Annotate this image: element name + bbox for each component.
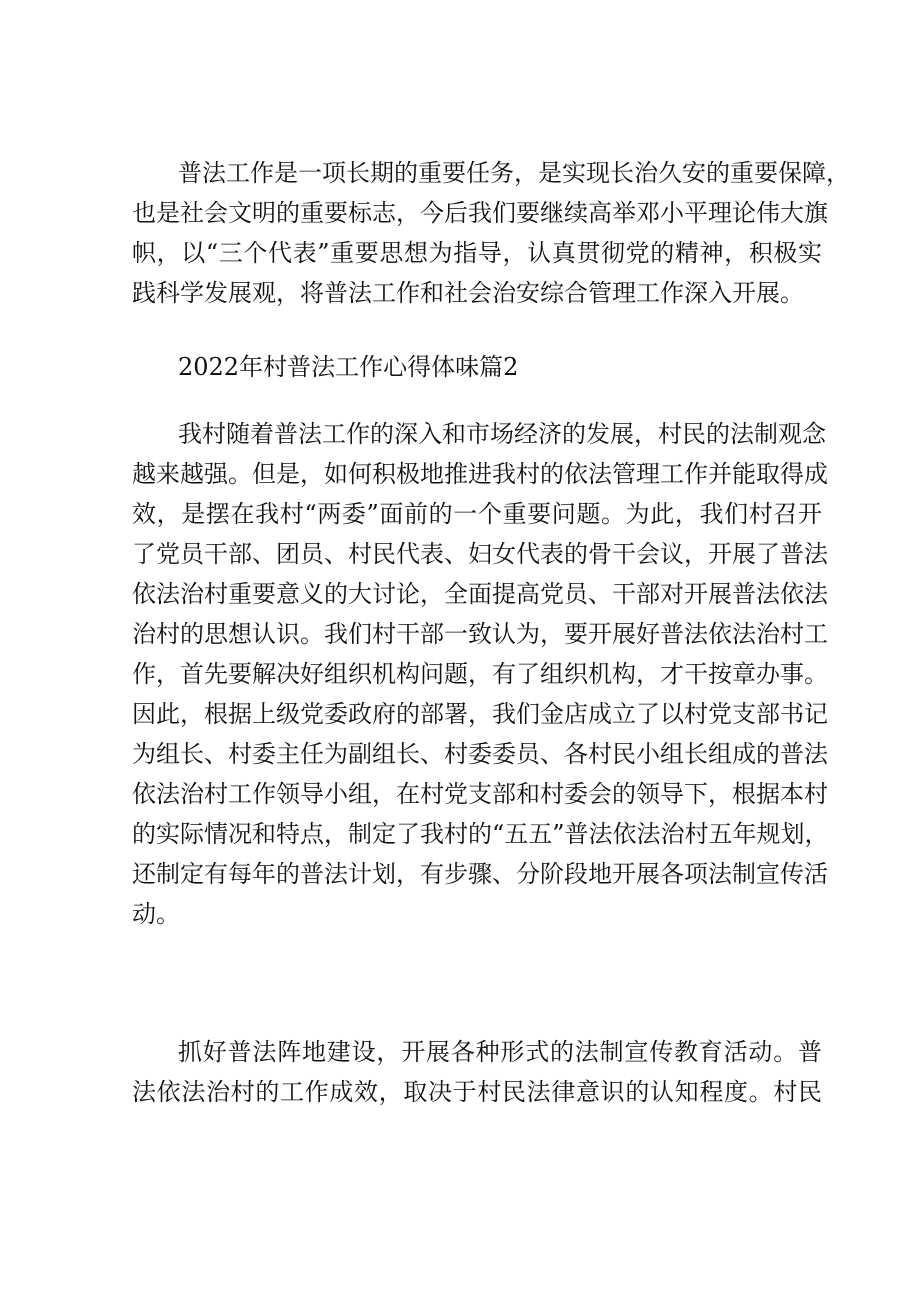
paragraph-line: 践科学发展观，将普法工作和社会治安综合管理工作深入开展。 (132, 279, 804, 307)
paragraph-line: 因此，根据上级党委政府的部署，我们金店成立了以村党支部书记 (132, 700, 828, 728)
paragraph-3 (132, 1032, 822, 1112)
paragraph-line: 帜，以“三个代表”重要思想为指导，认真贯彻党的精神，积极实 (132, 239, 822, 267)
paragraph-line: 治村的思想认识。我们村干部一致认为，要开展好普法依法治村工 (132, 620, 828, 648)
paragraph-line: 越来越强。但是，如何积极地推进我村的依法管理工作并能取得成 (132, 460, 828, 488)
paragraph-line: 普法工作是一项长期的重要任务，是实现长治久安的重要保障， (178, 159, 850, 187)
paragraph-line: 作，首先要解决好组织机构问题，有了组织机构，才干按章办事。 (132, 660, 828, 688)
paragraph-line: 我村随着普法工作的深入和市场经济的发展，村民的法制观念 (178, 420, 826, 448)
paragraph-line: 还制定有每年的普法计划，有步骤、分阶段地开展各项法制宣传活 (132, 860, 828, 888)
paragraph-line: 动。 (132, 900, 180, 928)
paragraph-line: 了党员干部、团员、村民代表、妇女代表的骨干会议，开展了普法 (132, 540, 828, 568)
paragraph-line: 依法治村重要意义的大讨论，全面提高党员、干部对开展普法依法 (132, 580, 828, 608)
paragraph-line: 的实际情况和特点，制定了我村的“五五”普法依法治村五年规划， (132, 820, 829, 848)
section-heading: 2022年村普法工作心得体味篇2 (178, 353, 519, 381)
paragraph-1 (132, 153, 850, 313)
paragraph-line: 效，是摆在我村“两委”面前的一个重要问题。为此，我们村召开 (132, 500, 822, 528)
paragraph-line: 为组长、村委主任为副组长、村委委员、各村民小组长组成的普法 (132, 740, 828, 768)
paragraph-line: 也是社会文明的重要标志，今后我们要继续高举邓小平理论伟大旗 (132, 199, 828, 227)
paragraph-line: 依法治村工作领导小组，在村党支部和村委会的领导下，根据本村 (132, 780, 828, 808)
paragraph-line: 抓好普法阵地建设，开展各种形式的法制宣传教育活动。普 (178, 1038, 822, 1066)
paragraph-2 (132, 414, 829, 934)
paragraph-line: 法依法治村的工作成效，取决于村民法律意识的认知程度。村民 (132, 1078, 822, 1106)
